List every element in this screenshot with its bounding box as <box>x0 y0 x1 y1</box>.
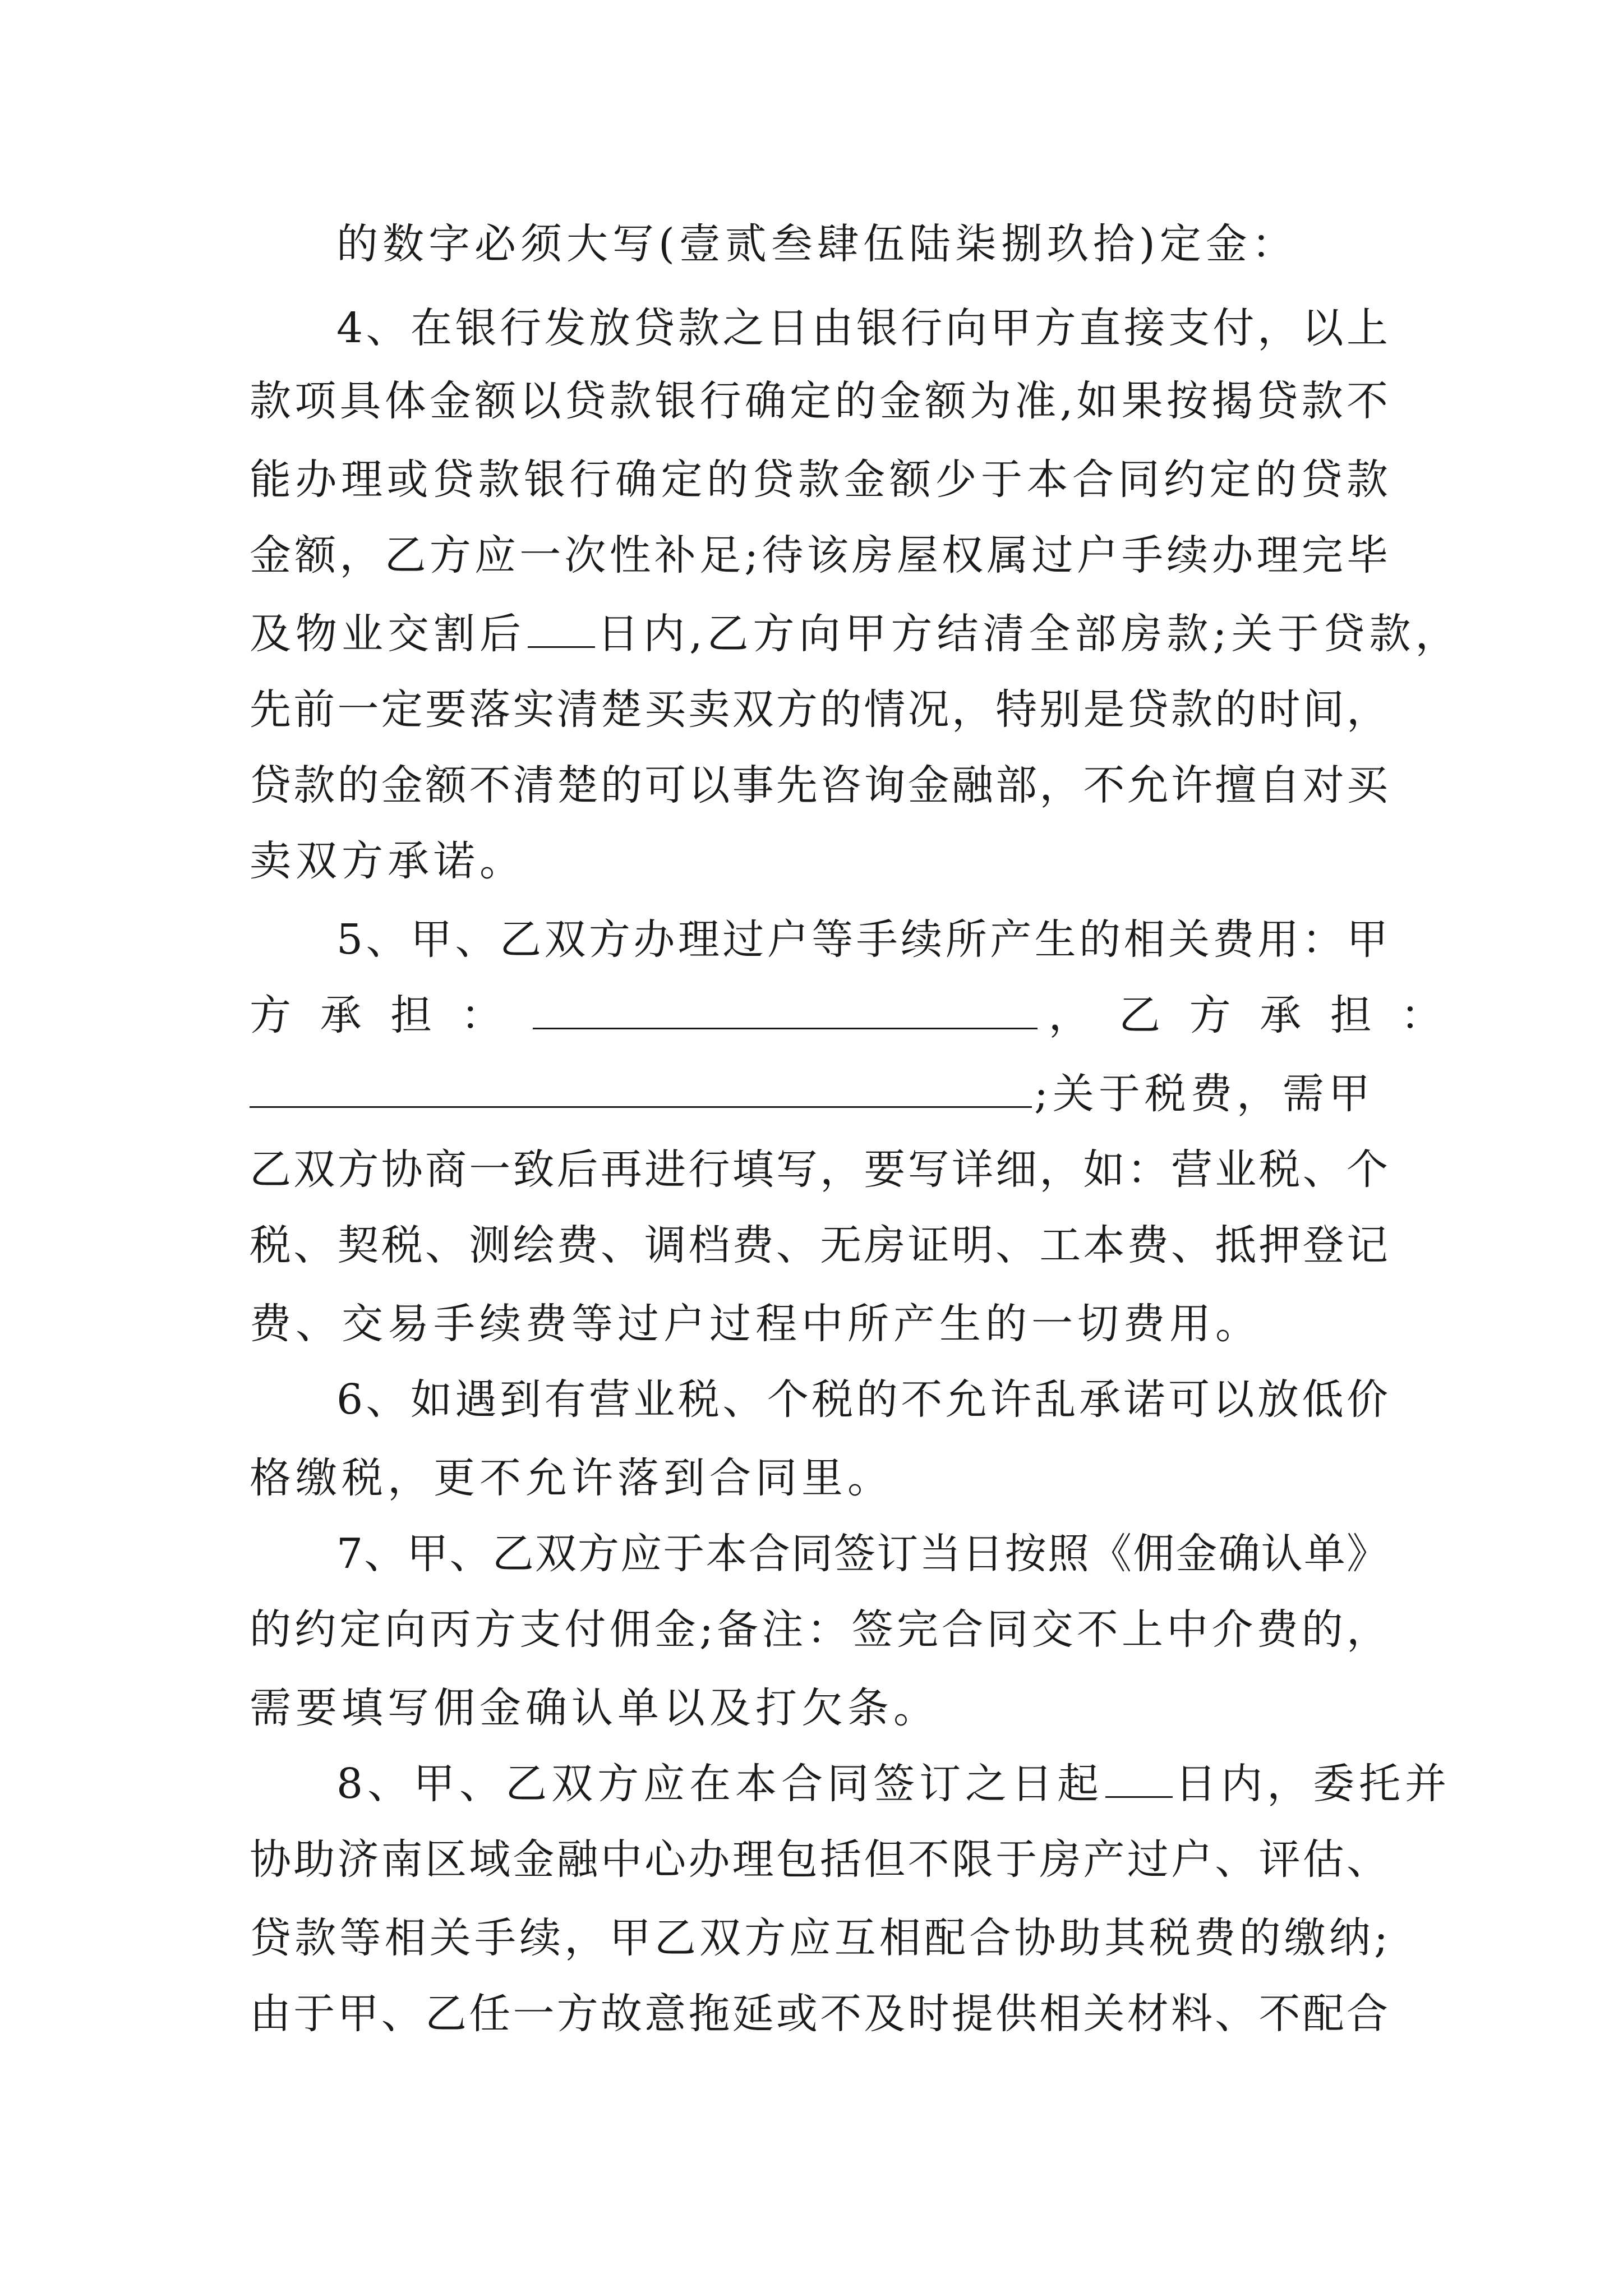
line-text: 金额，乙方应一次性补足;待该房屋权属过户手续办理完毕 <box>250 531 1388 579</box>
line-text: ， 乙 方 承 担 ： <box>1048 991 1450 1039</box>
text-line <box>250 1972 1388 2056</box>
fill-blank <box>528 609 595 648</box>
line-text: 先前一定要落实清楚买卖双方的情况，特别是贷款的时间， <box>250 685 1388 734</box>
line-text: 税、契税、测绘费、调档费、无房证明、工本费、抵押登记 <box>250 1221 1388 1269</box>
text-line <box>336 898 1388 982</box>
text-line <box>250 743 1388 827</box>
line-text: 格缴税，更不允许落到合同里。 <box>250 1454 893 1502</box>
text-line <box>250 973 1450 1057</box>
line-text: 需要填写佣金确认单以及打欠条。 <box>250 1684 939 1732</box>
text-line <box>250 1282 1388 1366</box>
line-text: 日内，委托并 <box>1175 1760 1451 1808</box>
text-line <box>250 1666 1388 1750</box>
line-text: 由于甲、乙任一方故意拖延或不及时提供相关材料、不配合 <box>250 1990 1388 2038</box>
text-line <box>250 438 1388 522</box>
text-line <box>336 1742 1451 1826</box>
text-line <box>250 819 1388 903</box>
line-text: 方 承 担 ： <box>250 991 510 1039</box>
line-text: 7、甲、乙双方应于本合同签订当日按照《佣金确认单》 <box>336 1530 1388 1578</box>
line-text: 的约定向丙方支付佣金;备注：签完合同交不上中介费的， <box>250 1605 1388 1654</box>
text-line <box>250 1052 1388 1136</box>
text-line <box>250 668 1388 752</box>
text-line <box>250 1436 1388 1520</box>
line-text: 协助济南区域金融中心办理包括但不限于房产过户、评估、 <box>250 1835 1388 1884</box>
text-line <box>336 286 1388 370</box>
text-line <box>250 1588 1388 1672</box>
line-text: ;关于税费，需甲 <box>1034 1070 1375 1118</box>
fill-blank <box>533 990 1038 1029</box>
line-text: 贷款等相关手续，甲乙双方应互相配合协助其税费的缴纳; <box>250 1914 1388 1962</box>
line-text: 日内,乙方向甲方结清全部房款;关于贷款， <box>597 610 1461 658</box>
line-text: 5、甲、乙双方办理过户等手续所产生的相关费用：甲 <box>336 915 1388 964</box>
line-text: 款项具体金额以贷款银行确定的金额为准,如果按揭贷款不 <box>250 377 1388 425</box>
text-line <box>250 1896 1388 1980</box>
text-line <box>250 359 1388 443</box>
line-text: 卖双方承诺。 <box>250 837 525 885</box>
line-text: 乙双方协商一致后再进行填写，要写详细，如：营业税、个 <box>250 1145 1388 1194</box>
text-line <box>250 1128 1388 1212</box>
text-line <box>336 1512 1388 1596</box>
line-text: 及物业交割后 <box>250 610 525 658</box>
line-text: 费、交易手续费等过户过程中所产生的一切费用。 <box>250 1300 1261 1348</box>
line-text: 能办理或贷款银行确定的贷款金额少于本合同约定的贷款 <box>250 455 1388 504</box>
line-text: 贷款的金额不清楚的可以事先咨询金融部，不允许擅自对买 <box>250 761 1388 809</box>
line-text: 的数字必须大写(壹贰叁肆伍陆柒捌玖拾)定金： <box>336 220 1298 268</box>
text-line <box>336 202 1388 286</box>
fill-blank <box>1105 1759 1173 1798</box>
fill-blank <box>250 1069 1032 1108</box>
text-line <box>250 1203 1388 1287</box>
text-line <box>336 1358 1388 1442</box>
line-text: 6、如遇到有营业税、个税的不允许乱承诺可以放低价 <box>336 1375 1388 1424</box>
line-text: 4、在银行发放贷款之日由银行向甲方直接支付，以上 <box>336 304 1388 352</box>
text-line <box>250 1818 1388 1902</box>
text-line <box>250 592 1461 676</box>
text-line <box>250 513 1388 597</box>
line-text: 8、甲、乙双方应在本合同签订之日起 <box>336 1760 1104 1808</box>
